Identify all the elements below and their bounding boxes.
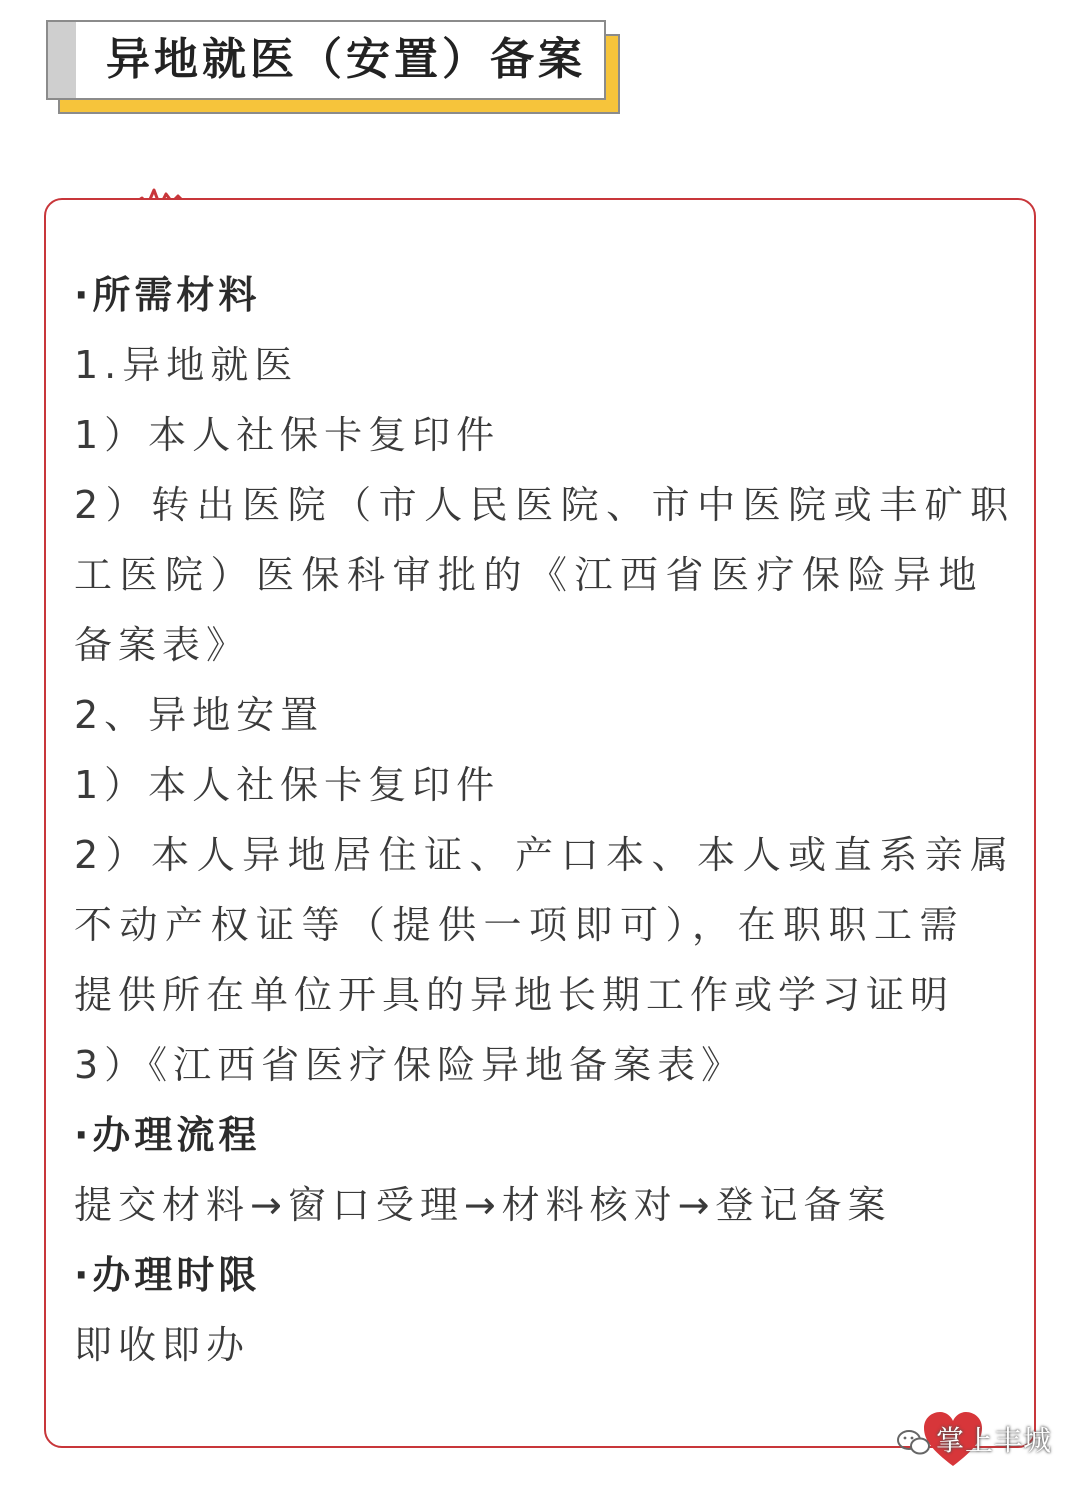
item1-title: 1.异地就医 <box>74 343 299 387</box>
time-text: 即收即办 <box>74 1323 251 1367</box>
item2-sub3: 3）《江西省医疗保险异地备案表》 <box>74 1043 746 1087</box>
title-banner <box>46 20 626 118</box>
item2-sub1: 1）本人社保卡复印件 <box>74 763 501 807</box>
time-heading: ·办理时限 <box>74 1253 261 1297</box>
page-title: 异地就医（安置）备案 <box>106 34 586 85</box>
item1-sub2-line1: 2）转出医院（市人民医院、市中医院或丰矿职 <box>74 483 1016 527</box>
item1-sub1: 1）本人社保卡复印件 <box>74 413 501 457</box>
title-side-bar <box>48 22 76 98</box>
title-box <box>46 20 606 100</box>
item1-sub2-line3: 备案表》 <box>74 623 251 667</box>
process-heading: ·办理流程 <box>74 1113 261 1157</box>
item1-sub2-line2: 工医院）医保科审批的《江西省医疗保险异地 <box>74 553 985 597</box>
materials-heading: ·所需材料 <box>74 273 261 317</box>
watermark-text: 掌上丰城 <box>936 1424 1053 1457</box>
item2-title: 2、异地安置 <box>74 693 325 737</box>
wechat-icon <box>896 1428 932 1458</box>
item2-sub2-line3: 提供所在单位开具的异地长期工作或学习证明 <box>74 973 955 1017</box>
item2-sub2-line2: 不动产权证等（提供一项即可），在职职工需 <box>74 903 966 947</box>
content-body <box>74 260 1014 1380</box>
process-text: 提交材料→窗口受理→材料核对→登记备案 <box>74 1183 892 1227</box>
item2-sub2-line1: 2）本人异地居住证、产口本、本人或直系亲属 <box>74 833 1016 877</box>
